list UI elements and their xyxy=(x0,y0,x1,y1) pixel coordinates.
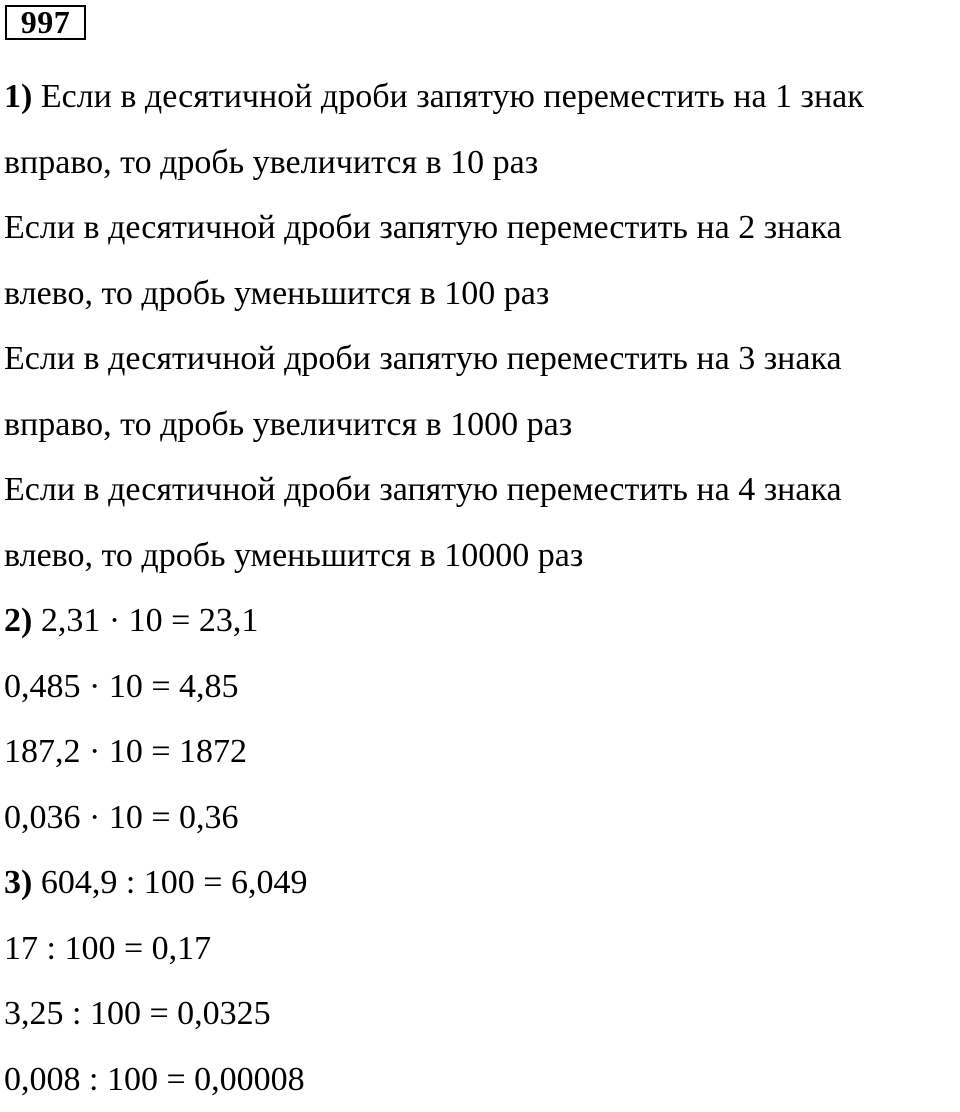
text-line xyxy=(4,981,960,1047)
part-marker: 1) xyxy=(4,78,32,115)
line-text: 604,9 : 100 = 6,049 xyxy=(32,864,307,901)
text-line xyxy=(4,654,960,720)
text-line xyxy=(4,195,960,261)
line-text: 2,31 · 10 = 23,1 xyxy=(32,602,258,639)
line-text: 0,485 · 10 = 4,85 xyxy=(4,668,239,705)
line-text: Если в десятичной дроби запятую переместить на 1 знак xyxy=(32,78,863,115)
problem-number: 997 xyxy=(5,5,86,40)
text-line xyxy=(4,392,960,458)
text-line xyxy=(4,850,960,916)
text-line xyxy=(4,64,960,130)
part-marker: 3) xyxy=(4,864,32,901)
line-text: Если в десятичной дроби запятую переместить на 4 знака xyxy=(4,471,842,508)
text-line xyxy=(4,130,960,196)
text-line xyxy=(4,457,960,523)
line-text: Если в десятичной дроби запятую переместить на 2 знака xyxy=(4,209,842,246)
line-text: 17 : 100 = 0,17 xyxy=(4,930,211,967)
line-text: 3,25 : 100 = 0,0325 xyxy=(4,995,271,1032)
text-line xyxy=(4,326,960,392)
text-line xyxy=(4,588,960,654)
text-line xyxy=(4,785,960,851)
line-text: влево, то дробь уменьшится в 100 раз xyxy=(4,275,549,312)
text-line xyxy=(4,523,960,589)
solution-text xyxy=(4,64,960,1112)
line-text: вправо, то дробь увеличится в 10 раз xyxy=(4,144,538,181)
line-text: 0,008 : 100 = 0,00008 xyxy=(4,1061,305,1098)
line-text: вправо, то дробь увеличится в 1000 раз xyxy=(4,406,572,443)
text-line xyxy=(4,261,960,327)
part-marker: 2) xyxy=(4,602,32,639)
text-line xyxy=(4,1047,960,1112)
text-line xyxy=(4,719,960,785)
line-text: 0,036 · 10 = 0,36 xyxy=(4,799,239,836)
line-text: влево, то дробь уменьшится в 10000 раз xyxy=(4,537,583,574)
text-line xyxy=(4,916,960,982)
line-text: 187,2 · 10 = 1872 xyxy=(4,733,247,770)
line-text: Если в десятичной дроби запятую переместить на 3 знака xyxy=(4,340,842,377)
